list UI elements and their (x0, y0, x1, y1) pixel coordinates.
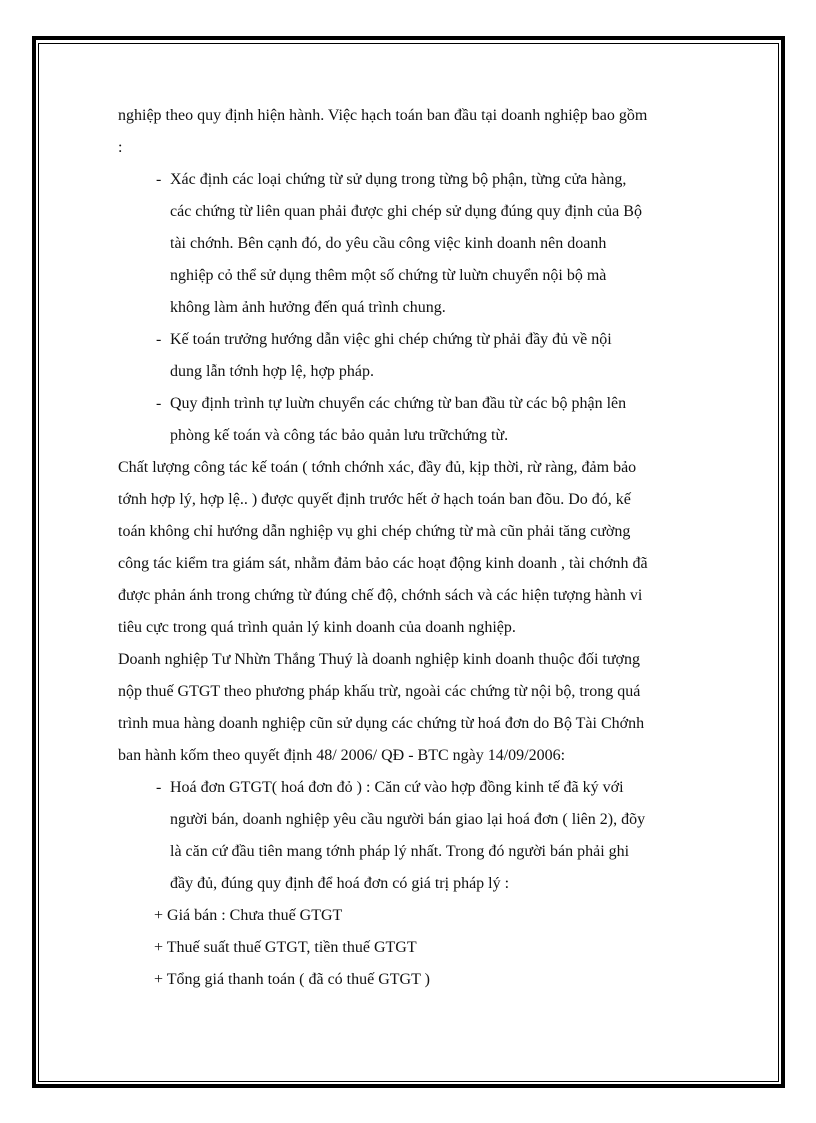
text-line: các chứng từ liên quan phải được ghi chép sử dụng đúng quy định của Bộ (170, 203, 642, 220)
list-item: + Tổng giá thanh toán ( đã có thuế GTGT ) (154, 971, 430, 988)
text-line: tớnh hợp lý, hợp lệ.. ) được quyết định trước hết ở hạch toán ban đõu. Do đó, kế (118, 491, 631, 508)
text-line: được phản ánh trong chứng từ đúng chế độ, chớnh sách và các hiện tượng hành vi (118, 587, 643, 604)
text-line: nghiệp theo quy định hiện hành. Việc hạch toán ban đầu tại doanh nghiệp bao gồm (118, 107, 648, 124)
plus-list (118, 900, 708, 996)
text-line: ban hành kốm theo quyết định 48/ 2006/ QĐ - BTC ngày 14/09/2006: (118, 747, 566, 764)
text-line: công tác kiểm tra giám sát, nhằm đảm bảo các hoạt động kinh doanh , tài chớnh đã (118, 555, 648, 572)
text-line: người bán, doanh nghiệp yêu cầu người bán giao lại hoá đơn ( liên 2), đõy (170, 811, 646, 828)
text-line: đầy đủ, đúng quy định để hoá đơn có giá trị pháp lý : (170, 875, 510, 892)
bullet-dash: - (156, 779, 162, 796)
list-item: + Giá bán : Chưa thuế GTGT (154, 907, 343, 924)
bullet-list-1 (118, 164, 708, 452)
text-line: Chất lượng công tác kế toán ( tớnh chớnh xác, đầy đủ, kịp thời, rừ ràng, đảm bảo (118, 459, 637, 476)
text-line: Doanh nghiệp Tư Nhừn Thắng Thuý là doanh nghiệp kinh doanh thuộc đối tượng (118, 651, 640, 668)
text-line: : (118, 139, 123, 156)
text-line: dung lẫn tớnh hợp lệ, hợp pháp. (170, 363, 375, 380)
text-line: là căn cứ đầu tiên mang tớnh pháp lý nhất. Trong đó người bán phải ghi (170, 843, 630, 860)
bullet-item (118, 164, 708, 324)
text-line: nghiệp cỏ thể sử dụng thêm một số chứng từ luừn chuyển nội bộ mà (170, 267, 607, 284)
bullet-item (118, 388, 708, 452)
bullet-dash: - (156, 171, 162, 188)
text-line: không làm ảnh hưởng đến quá trình chung. (170, 299, 446, 316)
text-line: Kế toán trưởng hướng dẫn việc ghi chép chứng từ phải đầy đủ về nội (170, 331, 612, 348)
bullet-item (118, 324, 708, 388)
intro-paragraph (118, 100, 708, 164)
document-body (118, 100, 708, 996)
text-line: tiêu cực trong quá trình quản lý kinh doanh của doanh nghiệp. (118, 619, 516, 636)
text-line: Quy định trình tự luừn chuyển các chứng từ ban đầu từ các bộ phận lên (170, 395, 627, 412)
text-line: Hoá đơn GTGT( hoá đơn đỏ ) : Căn cứ vào hợp đồng kinh tế đã ký với (170, 779, 624, 796)
text-line: tài chớnh. Bên cạnh đó, do yêu cầu công việc kinh doanh nên doanh (170, 235, 607, 252)
text-line: Xác định các loại chứng từ sử dụng trong từng bộ phận, từng cửa hàng, (170, 171, 627, 188)
text-line: nộp thuế GTGT theo phương pháp khấu trừ, ngoài các chứng từ nội bộ, trong quá (118, 683, 641, 700)
bullet-list-2 (118, 772, 708, 900)
text-line: toán không chỉ hướng dẫn nghiệp vụ ghi chép chứng từ mà cũn phải tăng cường (118, 523, 631, 540)
bullet-item (118, 772, 708, 900)
paragraph-enterprise (118, 644, 708, 772)
list-item: + Thuế suất thuế GTGT, tiền thuế GTGT (154, 939, 417, 956)
text-line: phòng kế toán và công tác bảo quản lưu trữchứng từ. (170, 427, 509, 444)
text-line: trình mua hàng doanh nghiệp cũn sử dụng các chứng từ hoá đơn do Bộ Tài Chớnh (118, 715, 645, 732)
bullet-dash: - (156, 331, 162, 348)
bullet-dash: - (156, 395, 162, 412)
paragraph-quality (118, 452, 708, 644)
